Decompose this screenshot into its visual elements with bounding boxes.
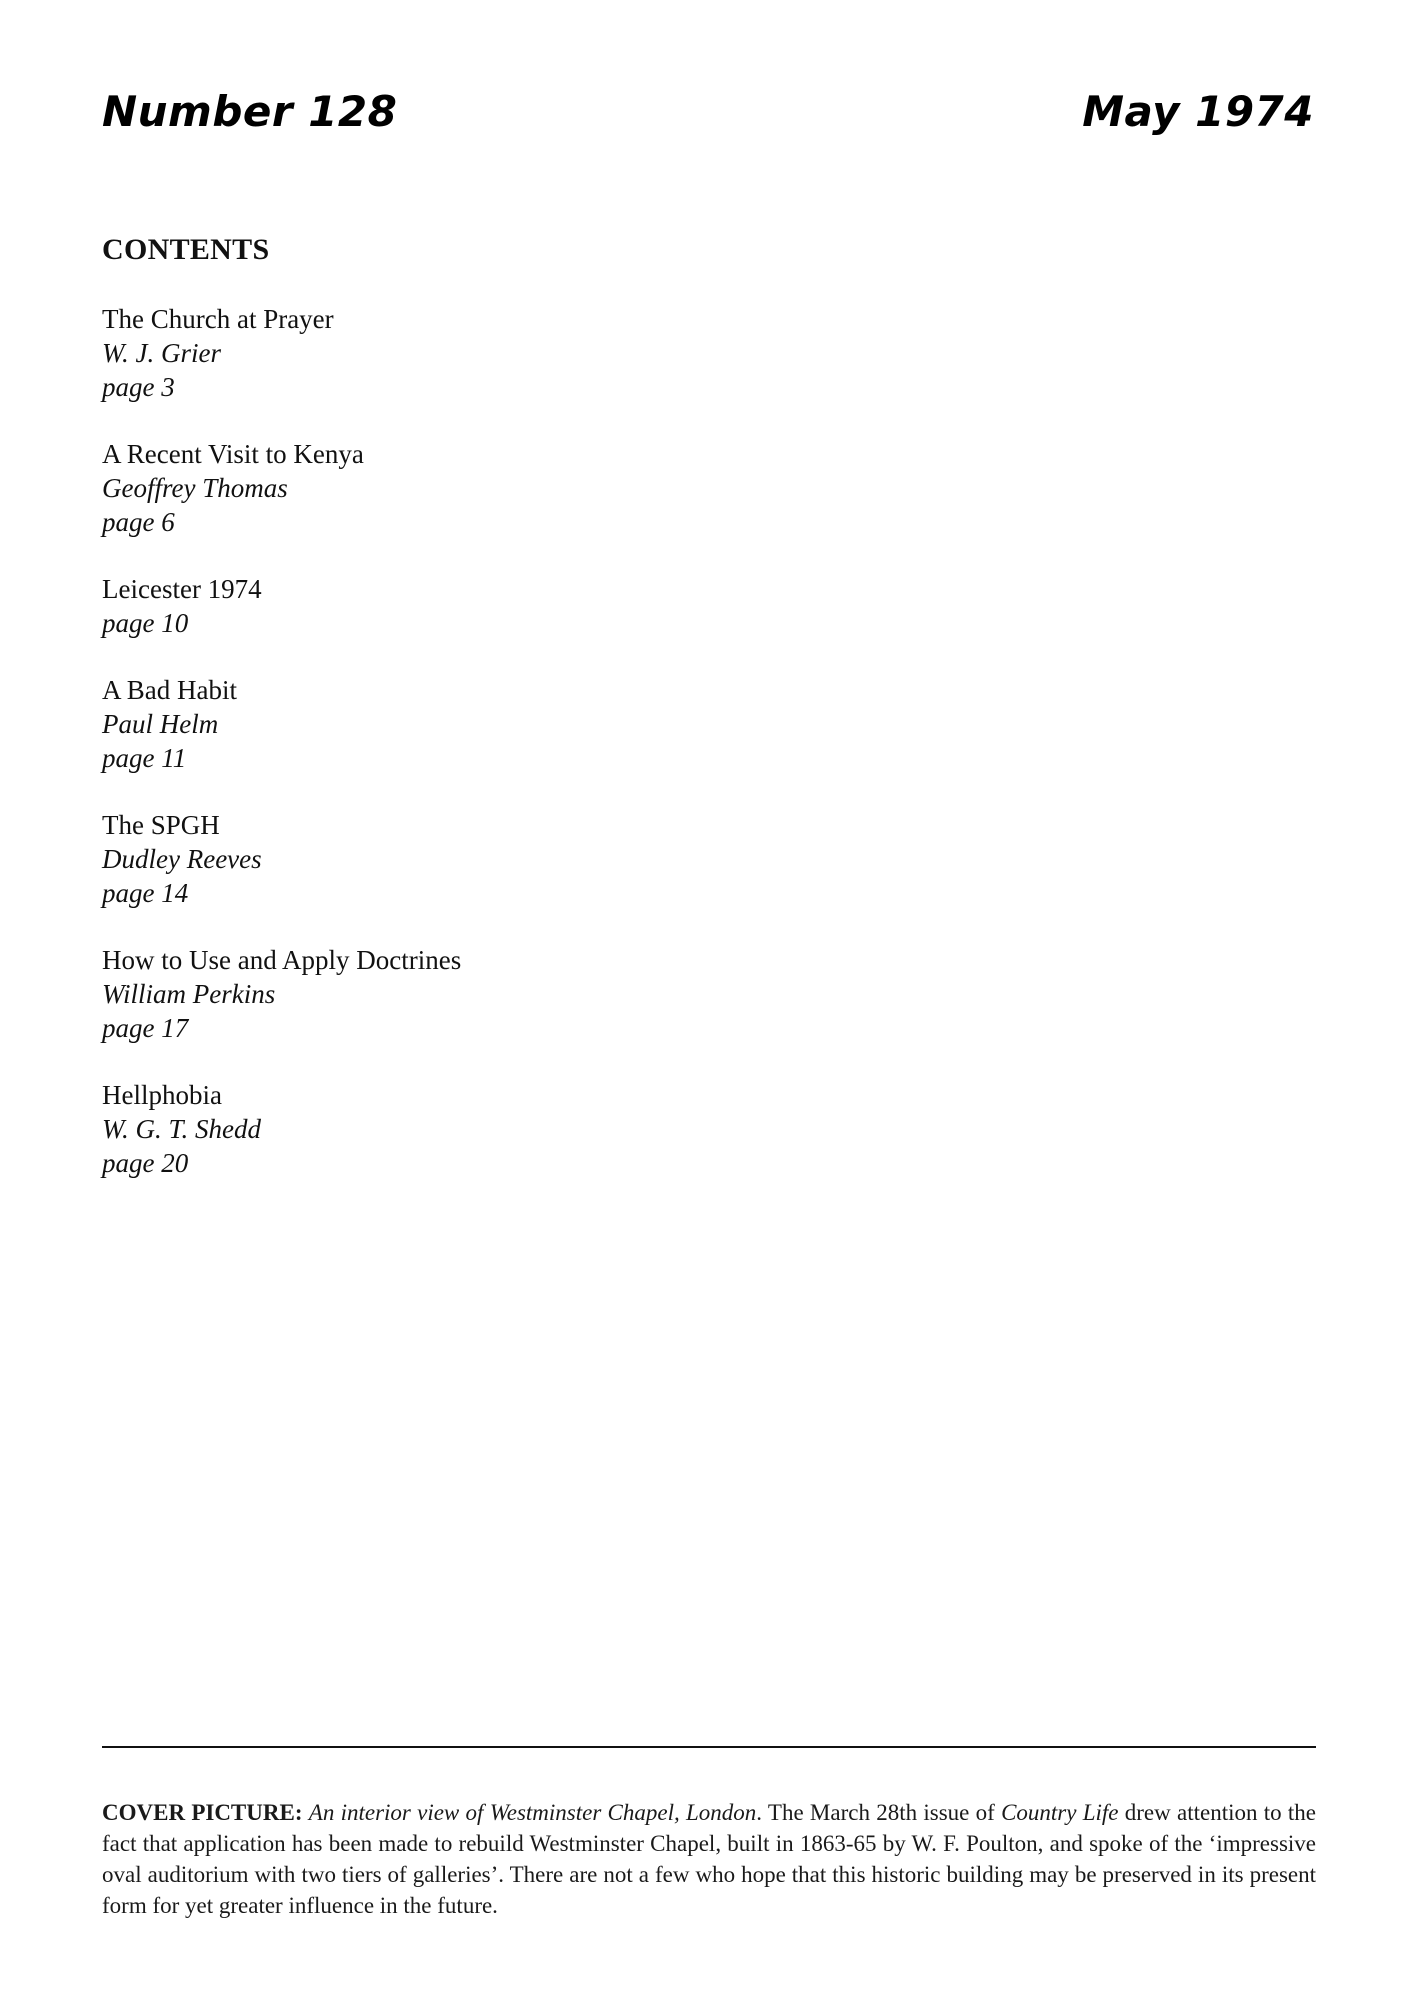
- entry-title: Leicester 1974: [102, 574, 262, 604]
- entry-page: page 3: [102, 372, 175, 402]
- entry-title: A Bad Habit: [102, 675, 237, 705]
- entry-title: The SPGH: [102, 810, 220, 840]
- entry-author: W. G. T. Shedd: [102, 1114, 262, 1144]
- publication-name: Country Life: [1001, 1800, 1119, 1825]
- cover-picture-note: [102, 1797, 1316, 1921]
- cover-picture-text: . The March 28th issue of: [756, 1800, 1002, 1825]
- cover-picture-label: COVER PICTURE:: [102, 1800, 303, 1825]
- entry-title: The Church at Prayer: [102, 304, 334, 334]
- divider-rule: [102, 1746, 1316, 1748]
- contents-entry: [102, 808, 1002, 910]
- cover-picture-caption: An interior view of Westminster Chapel, London: [308, 1800, 757, 1825]
- entry-page: page 11: [102, 743, 187, 773]
- contents-section: [102, 232, 1002, 1213]
- cover-picture-text-continued: drew attention to the fact that application has been made to rebuild Westminster Chapel, built in 1863-65 by W. F. Poulton, and spoke of the ‘impressive oval auditorium with two tiers of galleries’. There are not a few who hope that this historic building may be preserved in its present form for yet greater influence in the future.: [102, 1800, 1316, 1918]
- entry-title: A Recent Visit to Kenya: [102, 439, 364, 469]
- contents-heading: CONTENTS: [102, 233, 270, 266]
- contents-entry: [102, 302, 1002, 404]
- entry-page: page 6: [102, 507, 175, 537]
- issue-date: May 1974: [1082, 87, 1314, 136]
- entry-page: page 17: [102, 1013, 189, 1043]
- entry-page: page 10: [102, 608, 189, 638]
- contents-entry: [102, 572, 1002, 640]
- entry-author: Dudley Reeves: [102, 844, 262, 874]
- contents-entry: [102, 1078, 1002, 1180]
- page-header: [102, 88, 1314, 148]
- entry-title: Hellphobia: [102, 1080, 222, 1110]
- entry-author: Geoffrey Thomas: [102, 473, 288, 503]
- contents-entry: [102, 437, 1002, 539]
- issue-number: Number 128: [102, 87, 398, 136]
- entry-author: William Perkins: [102, 979, 276, 1009]
- contents-entry: [102, 673, 1002, 775]
- entry-page: page 20: [102, 1148, 189, 1178]
- entry-author: Paul Helm: [102, 709, 219, 739]
- contents-entry: [102, 943, 1002, 1045]
- entry-author: W. J. Grier: [102, 338, 221, 368]
- entry-page: page 14: [102, 878, 189, 908]
- entry-title: How to Use and Apply Doctrines: [102, 945, 462, 975]
